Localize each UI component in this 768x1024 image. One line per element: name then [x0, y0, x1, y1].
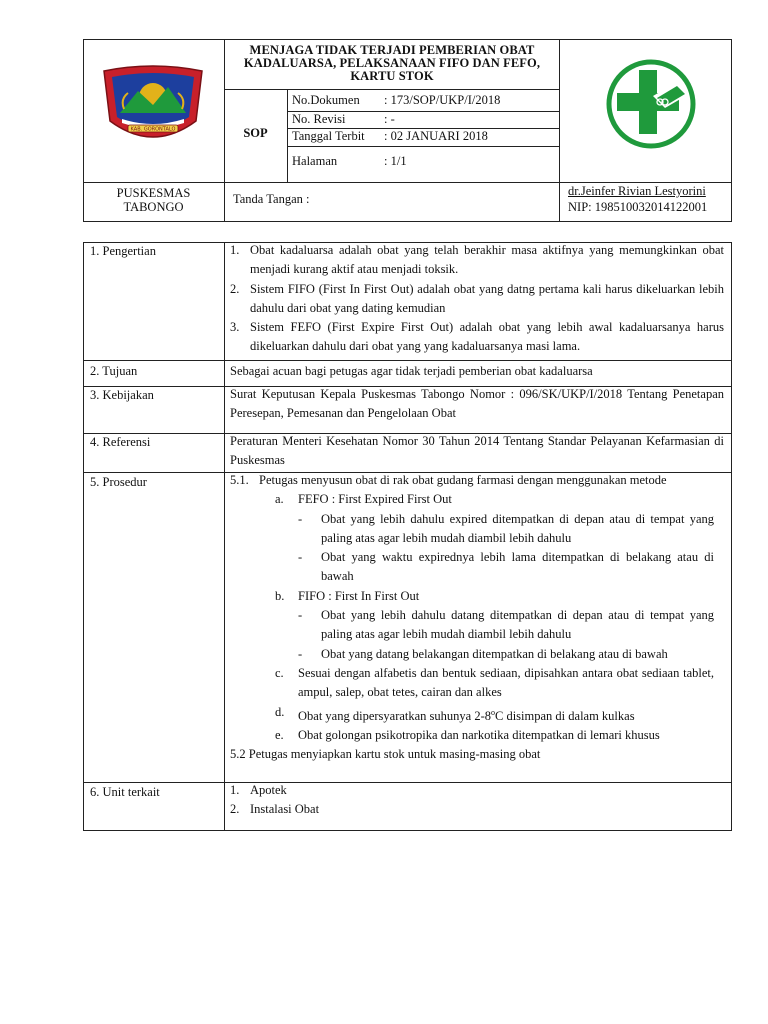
bullet-dash: - [298, 511, 303, 526]
issue-date-label: Tanggal Terbit [292, 129, 365, 143]
item-letter: e. [275, 728, 284, 743]
page-label: Halaman [292, 154, 338, 168]
unit-item-2: Instalasi Obat [250, 802, 320, 817]
pengertian-label: 1. Pengertian [90, 244, 156, 258]
referensi-label: 4. Referensi [90, 435, 151, 449]
item-text: Obat yang waktu expirednya lebih lama ditempatkan di belakang atau di bawah [321, 550, 714, 584]
doc-no-value: : 173/SOP/UKP/I/2018 [384, 93, 501, 107]
prosedur-step-5-1 [230, 471, 714, 490]
revision-label: No. Revisi [292, 112, 346, 126]
revision-value: : - [384, 112, 395, 126]
bullet-dash: - [298, 550, 303, 565]
signature-label: Tanda Tangan : [233, 192, 310, 206]
unit-terkait-label: 6. Unit terkait [90, 785, 160, 799]
page-value: : 1/1 [384, 154, 407, 168]
list-item: 2. Instalasi Obat [230, 800, 724, 819]
item-text: Obat golongan psikotropika dan narkotika ditempatkan di lemari khusus [298, 728, 660, 743]
header-sop-divider [287, 89, 288, 182]
signatory-nip: NIP: 198510032014122001 [568, 200, 708, 214]
item-text: FEFO : First Expired First Out [298, 492, 452, 507]
sop-label: SOP [243, 126, 268, 140]
logo-banner-text: KAB. GORONTALO [130, 126, 176, 133]
item-text: Obat yang lebih dahulu expired ditempatkan di depan atau di tempat yang paling atas agar lebih mudah diambil lebih dahulu [321, 511, 714, 545]
list-item: 2. Sistem FIFO (First In First Out) adalah obat yang datng pertama kali harus dikeluarkan lebih dahulu dari obat yang dating kemudian [230, 280, 724, 319]
pengertian-list [230, 241, 724, 357]
regency-shield-logo [98, 63, 208, 143]
tujuan-label: 2. Tujuan [90, 364, 138, 378]
item-letter: b. [275, 588, 285, 603]
item-letter: d. [275, 704, 285, 719]
content-column-divider [224, 242, 225, 831]
puskesmas-logo [603, 58, 699, 150]
prosedur-item-c [230, 664, 714, 703]
prosedur-item-b [230, 587, 714, 606]
prosedur-item-d [230, 703, 714, 726]
row-divider-1 [83, 360, 732, 361]
list-item: 3. Sistem FEFO (First Expire First Out) adalah obat yang lebih awal kadaluarsanya harus dikeluarkan dahulu dari obat yang yang kadaluarsanya masi lama. [230, 318, 724, 357]
step-number: 5.1. [230, 473, 249, 487]
kebijakan-text: Surat Keputusan Kepala Puskesmas Tabongo Nomor : 096/SK/UKP/I/2018 Tentang Penetapan Peresepan, Pemesanan dan Pengelolaan Obat [230, 387, 724, 421]
prosedur-step-5-2: 5.2 Petugas menyiapkan kartu stok untuk masing-masing obat [230, 747, 541, 762]
prosedur-item-e [230, 726, 714, 745]
item-text: Obat yang dipersyaratkan suhunya 2-8$^o$C disimpan di dalam kulkas [298, 707, 635, 723]
step-text: Petugas menyusun obat di rak obat gudang farmasi dengan menggunakan metode [259, 473, 667, 487]
item-letter: c. [275, 665, 284, 680]
tujuan-text: Sebagai acuan bagi petugas agar tidak terjadi pemberian obat kadaluarsa [230, 364, 593, 378]
header-bottom-line [83, 182, 732, 183]
page-title: MENJAGA TIDAK TERJADI PEMBERIAN OBAT KADALUARSA, PELAKSANAAN FIFO DAN FEFO, KARTU STOK [243, 43, 541, 83]
item-text: Sesuai dengan alfabetis dan bentuk sediaan, dipisahkan antara obat sediaan tablet, ampul, salep, obat tetes, cairan dan alkes [298, 665, 714, 700]
pengertian-item-2: Sistem FIFO (First In First Out) adalah obat yang datng pertama kali harus dikeluarkan lebih dahulu dari obat yang dating kemudian [250, 281, 724, 315]
list-item: 1. Obat kadaluarsa adalah obat yang telah berakhir masa aktifnya yang memungkinkan obat menjadi kurang aktif atau menjadi toksik. [230, 241, 724, 280]
prosedur-item-a-2 [230, 548, 714, 587]
header-title-bottom [224, 89, 559, 90]
prosedur-item-b-1 [230, 606, 714, 645]
item-text: Obat yang datang belakangan ditempatkan di belakang atau di bawah [321, 646, 668, 661]
item-text: Obat yang lebih dahulu datang ditempatkan di depan atau di tempat yang paling atas agar lebih mudah diambil lebih dahulu [321, 608, 714, 642]
signatory-name: dr.Jeinfer Rivian Lestyorini [568, 184, 706, 198]
bullet-dash: - [298, 646, 303, 661]
prosedur-item-b-2 [230, 645, 714, 664]
unit-item-1: Apotek [250, 783, 287, 797]
item-text: FIFO : First In First Out [298, 588, 420, 603]
prosedur-item-a-1 [230, 510, 714, 549]
institution-name-line1: PUSKESMAS [116, 186, 191, 200]
bullet-dash: - [298, 608, 303, 623]
doc-no-label: No.Dokumen [292, 93, 360, 107]
header-divider-right [559, 39, 560, 222]
pengertian-item-1: Obat kadaluarsa adalah obat yang telah berakhir masa aktifnya yang memungkinkan obat menjadi kurang aktif atau menjadi toksik. [250, 243, 724, 277]
prosedur-label: 5. Prosedur [90, 475, 147, 489]
kebijakan-label: 3. Kebijakan [90, 388, 154, 402]
referensi-text: Peraturan Menteri Kesehatan Nomor 30 Tahun 2014 Tentang Standar Pelayanan Kefarmasian di Puskesmas [230, 434, 724, 468]
item-letter: a. [275, 492, 284, 507]
institution-name-line2: TABONGO [123, 200, 184, 214]
list-item: 1. Apotek [230, 781, 724, 800]
pengertian-item-3: Sistem FEFO (First Expire First Out) adalah obat yang lebih awal kadaluarsanya harus dikeluarkan dahulu dari obat yang yang kadaluarsanya masi lama. [250, 320, 724, 354]
unit-terkait-list [230, 781, 724, 820]
header-row-line-3 [287, 146, 559, 147]
issue-date-value: : 02 JANUARI 2018 [384, 129, 488, 143]
prosedur-body [230, 471, 714, 765]
prosedur-item-a [230, 490, 714, 509]
